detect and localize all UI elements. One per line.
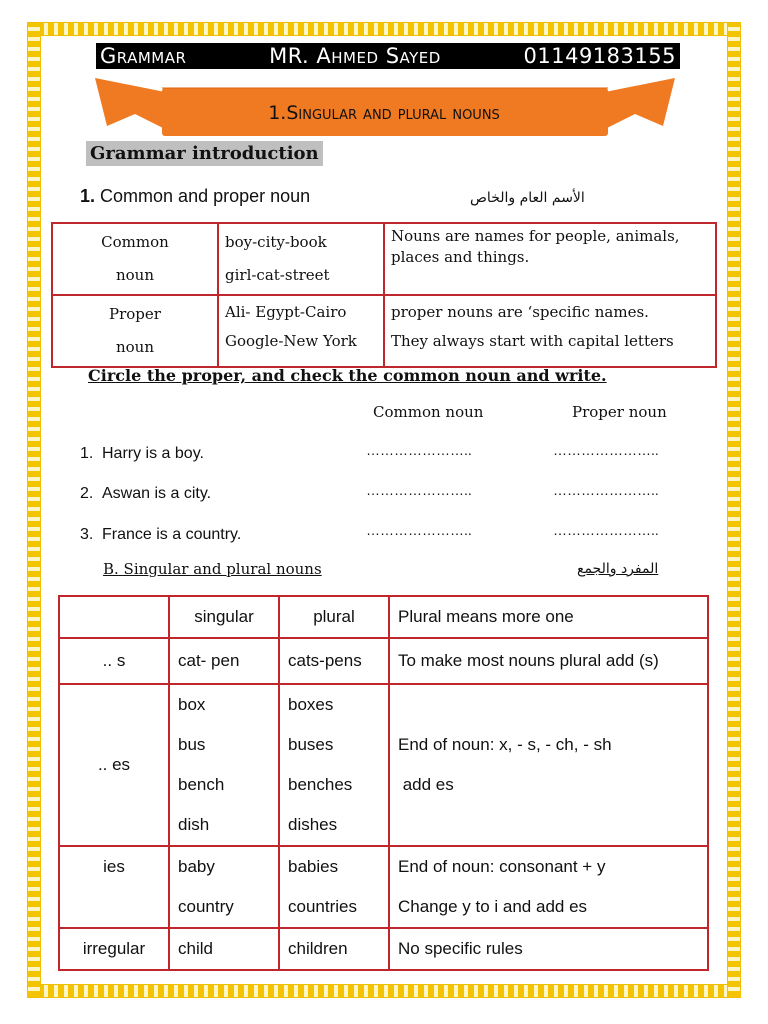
rule-note: End of noun: consonant + y Change y to i and add es: [389, 846, 708, 928]
common-answer-blank[interactable]: …………………..: [366, 522, 472, 538]
plural-cell: babies countries: [279, 846, 389, 928]
exercise-item: 2. Aswan is a city.: [80, 485, 212, 502]
page-border-bottom: [27, 984, 741, 998]
table-row: [59, 846, 708, 928]
singular-cell: cat- pen: [169, 638, 279, 684]
proper-answer-blank[interactable]: …………………..: [553, 442, 659, 458]
singular-cell: child: [169, 928, 279, 970]
rule-note: End of noun: x, - s, - ch, - sh add es: [389, 684, 708, 846]
common-noun-label: Common noun: [52, 223, 218, 295]
section-b-heading: B. Singular and plural nouns: [103, 560, 322, 578]
common-answer-blank[interactable]: …………………..: [366, 482, 472, 498]
table-header-row: [59, 596, 708, 638]
rule-es: .. es: [59, 684, 169, 846]
subject-label: Grammar: [100, 44, 187, 68]
grammar-intro-heading: Grammar introduction: [86, 141, 323, 166]
rule-s: .. s: [59, 638, 169, 684]
proper-noun-label: Proper noun: [52, 295, 218, 367]
singular-header: singular: [169, 596, 279, 638]
section1-number: 1.: [80, 186, 96, 206]
plural-cell: boxes buses benches dishes: [279, 684, 389, 846]
proper-noun-examples: Ali- Egypt-Cairo Google-New York: [218, 295, 384, 367]
lesson-title: 1.Singular and plural nouns: [268, 102, 500, 124]
singular-cell: baby country: [169, 846, 279, 928]
table-row: [59, 928, 708, 970]
rule-note: To make most nouns plural add (s): [389, 638, 708, 684]
section1-arabic: الأسم العام والخاص: [470, 190, 585, 206]
page-border-top: [27, 22, 741, 36]
exercise-instruction: Circle the proper, and check the common noun and write.: [88, 366, 607, 385]
proper-answer-blank[interactable]: …………………..: [553, 482, 659, 498]
phone-number: 01149183155: [523, 44, 676, 68]
table-row: [59, 638, 708, 684]
section1-title: Common and proper noun: [100, 186, 311, 206]
rule-note: No specific rules: [389, 928, 708, 970]
page-border-right: [727, 22, 741, 998]
rule-irregular: irregular: [59, 928, 169, 970]
common-noun-examples: boy-city-book girl-cat-street: [218, 223, 384, 295]
rule-header-cell: [59, 596, 169, 638]
proper-noun-column-header: Proper noun: [572, 403, 667, 421]
plural-cell: children: [279, 928, 389, 970]
section1-heading: [80, 186, 310, 207]
section-b-arabic: المفرد والجمع: [577, 561, 659, 577]
exercise-item: 1. Harry is a boy.: [80, 445, 204, 462]
common-noun-column-header: Common noun: [373, 403, 484, 421]
page-border-left: [27, 22, 41, 998]
exercise-item: 3. France is a country.: [80, 526, 242, 543]
plural-cell: cats-pens: [279, 638, 389, 684]
noun-table: [51, 222, 717, 368]
teacher-name: MR. Ahmed Sayed: [269, 44, 441, 68]
plural-rules-table: [58, 595, 709, 971]
table-row: [52, 223, 716, 295]
proper-noun-definition: proper nouns are ‘specific names. They always start with capital letters: [384, 295, 716, 367]
singular-cell: box bus bench dish: [169, 684, 279, 846]
proper-answer-blank[interactable]: …………………..: [553, 522, 659, 538]
plural-header: plural: [279, 596, 389, 638]
table-row: [59, 684, 708, 846]
common-answer-blank[interactable]: …………………..: [366, 442, 472, 458]
plural-meaning-header: Plural means more one: [389, 596, 708, 638]
common-noun-definition: Nouns are names for people, animals, places and things.: [384, 223, 716, 295]
worksheet-header: [96, 43, 680, 69]
table-row: [52, 295, 716, 367]
rule-ies: ies: [59, 846, 169, 928]
